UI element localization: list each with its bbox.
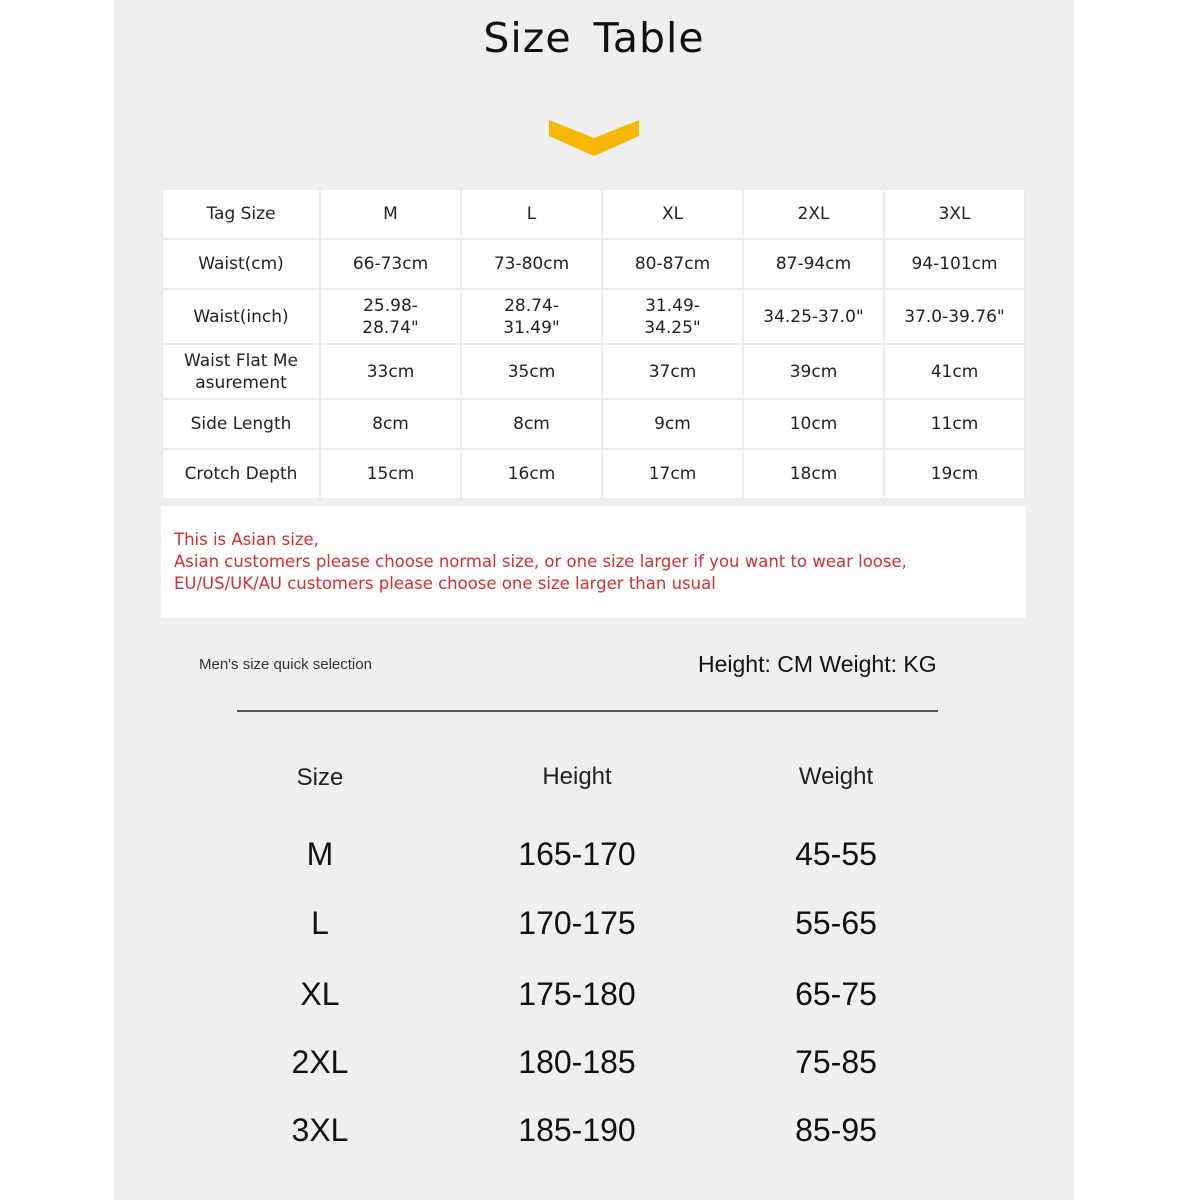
table-cell: 11cm <box>884 399 1025 449</box>
table-header-cell: L <box>461 189 602 239</box>
quick-weight-value: 45-55 <box>795 836 877 872</box>
table-cell: 17cm <box>602 449 743 499</box>
quick-size-value: 3XL <box>291 1112 349 1148</box>
table-cell: 37cm <box>602 344 743 399</box>
table-cell: 94-101cm <box>884 239 1025 289</box>
column-header-weight: Weight <box>798 763 874 790</box>
table-row-label: Waist(inch) <box>162 289 320 344</box>
page-title: Size Table <box>483 14 705 62</box>
table-cell: 73-80cm <box>461 239 602 289</box>
quick-weight-value: 75-85 <box>795 1044 877 1080</box>
table-cell: 31.49- 34.25" <box>602 289 743 344</box>
quick-height-value: 165-170 <box>518 836 636 872</box>
table-row-label: Waist(cm) <box>162 239 320 289</box>
quick-weight-value: 65-75 <box>795 976 877 1012</box>
quick-size-value: M <box>306 836 334 872</box>
table-cell: 16cm <box>461 449 602 499</box>
table-cell: 15cm <box>320 449 461 499</box>
table-cell: 18cm <box>743 449 884 499</box>
table-cell: 35cm <box>461 344 602 399</box>
table-row-label: Crotch Depth <box>162 449 320 499</box>
column-header-size: Size <box>296 764 344 791</box>
table-cell: 28.74- 31.49" <box>461 289 602 344</box>
quick-height-value: 170-175 <box>518 905 636 941</box>
table-cell: 25.98- 28.74" <box>320 289 461 344</box>
quick-selection-label: Men's size quick selection <box>199 656 372 673</box>
table-header-cell: XL <box>602 189 743 239</box>
quick-weight-value: 85-95 <box>795 1112 877 1148</box>
table-cell: 9cm <box>602 399 743 449</box>
table-cell: 10cm <box>743 399 884 449</box>
table-cell: 19cm <box>884 449 1025 499</box>
table-cell: 41cm <box>884 344 1025 399</box>
quick-height-value: 175-180 <box>518 976 636 1012</box>
table-cell: 80-87cm <box>602 239 743 289</box>
table-cell: 8cm <box>461 399 602 449</box>
quick-size-value: XL <box>300 976 340 1012</box>
units-label: Height: CM Weight: KG <box>698 651 937 677</box>
column-header-height: Height <box>542 763 612 790</box>
table-cell: 66-73cm <box>320 239 461 289</box>
note-line: Asian customers please choose normal size, or one size larger if you want to wear loose, <box>174 552 907 571</box>
quick-size-value: 2XL <box>291 1044 349 1080</box>
table-cell: 34.25-37.0" <box>743 289 884 344</box>
quick-weight-value: 55-65 <box>795 905 877 941</box>
table-header-cell: 2XL <box>743 189 884 239</box>
table-row-label: Waist Flat Me asurement <box>162 344 320 399</box>
quick-size-value: L <box>311 905 329 941</box>
note-line: EU/US/UK/AU customers please choose one size larger than usual <box>174 574 716 593</box>
note-line: This is Asian size, <box>174 530 319 549</box>
table-header-cell: 3XL <box>884 189 1025 239</box>
table-cell: 39cm <box>743 344 884 399</box>
table-header-cell: Tag Size <box>162 189 320 239</box>
quick-height-value: 180-185 <box>518 1044 636 1080</box>
table-cell: 33cm <box>320 344 461 399</box>
table-row-label: Side Length <box>162 399 320 449</box>
table-cell: 8cm <box>320 399 461 449</box>
table-cell: 87-94cm <box>743 239 884 289</box>
quick-height-value: 185-190 <box>518 1112 636 1148</box>
table-cell: 37.0-39.76" <box>884 289 1025 344</box>
table-header-cell: M <box>320 189 461 239</box>
